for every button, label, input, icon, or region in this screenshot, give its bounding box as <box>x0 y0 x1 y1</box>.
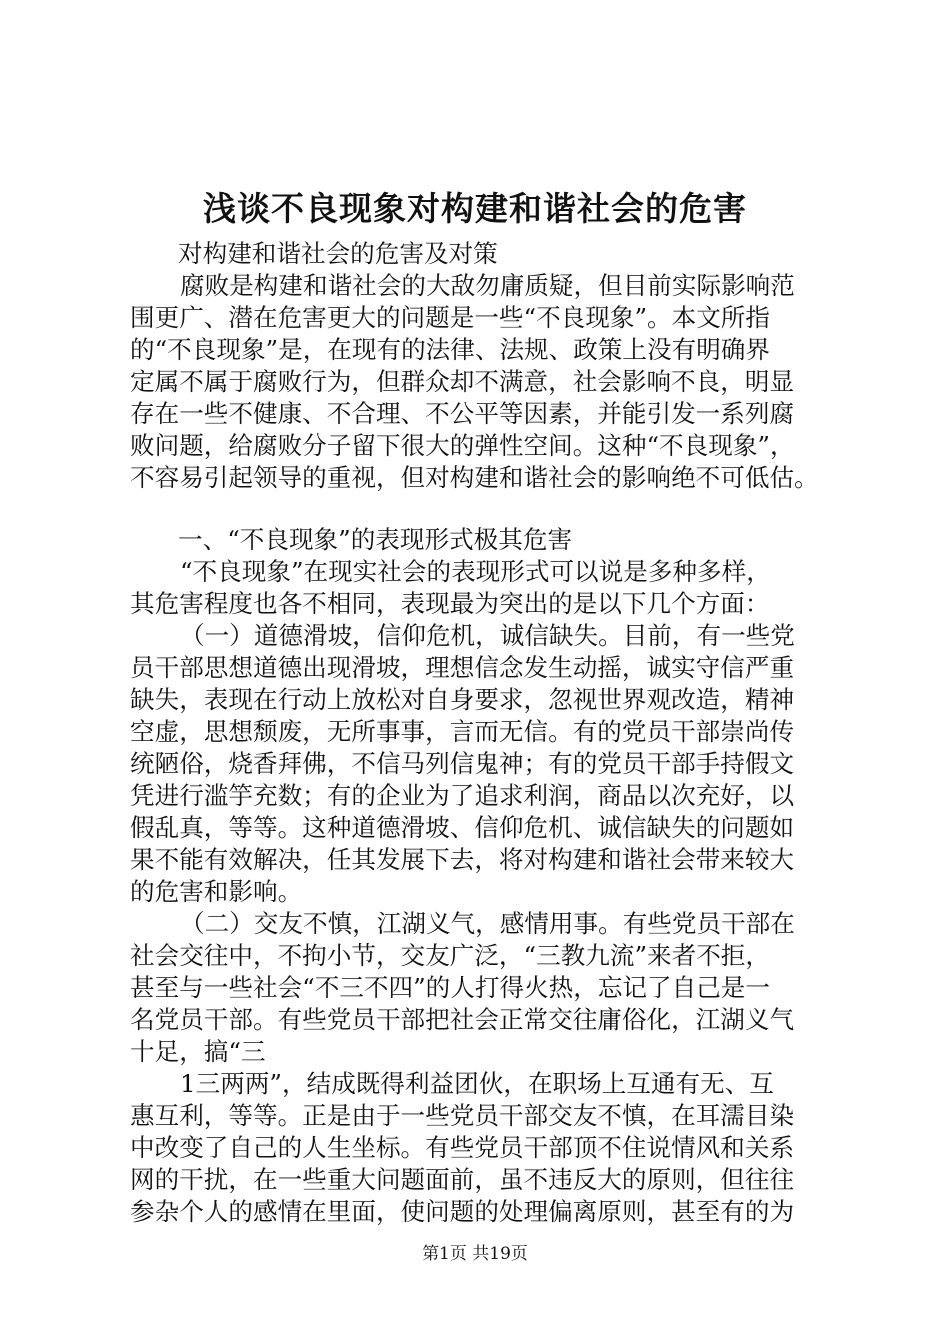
paragraph-line: 其危害程度也各不相同，表现最为突出的是以下几个方面： <box>130 589 770 618</box>
paragraph-line: （二）交友不慎，江湖义气，感情用事。有些党员干部在 <box>180 909 795 938</box>
paragraph-line: 惠互利，等等。正是由于一些党员干部交友不慎，在耳濡目染 <box>130 1101 795 1130</box>
paragraph-line: 果不能有效解决，任其发展下去，将对构建和谐社会带来较大 <box>130 845 795 874</box>
section-heading: 一、“不良现象”的表现形式极其危害 <box>178 525 573 554</box>
paragraph-line: 统陋俗，烧香拜佛，不信马列信鬼神；有的党员干部手持假文 <box>130 749 795 778</box>
paragraph-line: 参杂个人的感情在里面，使问题的处理偏离原则，甚至有的为 <box>130 1197 795 1226</box>
paragraph-line: 假乱真，等等。这种道德滑坡、信仰危机、诚信缺失的问题如 <box>130 813 795 842</box>
paragraph-line: “不良现象”在现实社会的表现形式可以说是多种多样， <box>180 557 771 586</box>
document-body <box>130 238 850 1228</box>
paragraph-line: 空虚，思想颓废，无所事事，言而无信。有的党员干部崇尚传 <box>130 717 795 746</box>
paragraph-line: （一）道德滑坡，信仰危机，诚信缺失。目前，有一些党 <box>180 621 795 650</box>
paragraph-line: 缺失，表现在行动上放松对自身要求，忽视世界观改造，精神 <box>130 685 795 714</box>
paragraph-line: 社会交往中，不拘小节，交友广泛，“三教九流”来者不拒， <box>130 941 770 970</box>
paragraph-line: 不容易引起领导的重视，但对构建和谐社会的影响绝不可低估。 <box>130 463 819 492</box>
paragraph-gap <box>130 494 850 524</box>
paragraph-line: 甚至与一些社会“不三不四”的人打得火热，忘记了自己是一 <box>130 973 770 1002</box>
paragraph-line: 员干部思想道德出现滑坡，理想信念发生动摇，诚实守信严重 <box>130 653 795 682</box>
paragraph-line: 败问题，给腐败分子留下很大的弹性空间。这种“不良现象”， <box>130 431 795 460</box>
page-number: 第1页 共19页 <box>422 1244 528 1264</box>
paragraph-line: 围更广、潜在危害更大的问题是一些“不良现象”。本文所指 <box>130 303 770 332</box>
paragraph-line: 凭进行滥竽充数；有的企业为了追求利润，商品以次充好，以 <box>130 781 795 810</box>
document-title: 浅谈不良现象对构建和谐社会的危害 <box>203 189 747 228</box>
paragraph-line: 1三两两”，结成既得利益团伙，在职场上互通有无、互 <box>180 1069 774 1098</box>
paragraph-line: 十足，搞“三 <box>130 1037 266 1066</box>
paragraph-line: 定属不属于腐败行为，但群众却不满意，社会影响不良，明显 <box>130 367 795 396</box>
paragraph-line: 网的干扰，在一些重大问题面前，虽不违反大的原则，但往往 <box>130 1165 795 1194</box>
paragraph-line: 存在一些不健康、不合理、不公平等因素，并能引发一系列腐 <box>130 399 795 428</box>
paragraph-line: 的危害和影响。 <box>130 877 303 906</box>
paragraph-line: 腐败是构建和谐社会的大敌勿庸质疑，但目前实际影响范 <box>180 271 795 300</box>
subtitle-line: 对构建和谐社会的危害及对策 <box>178 239 498 268</box>
paragraph-line: 的“不良现象”是，在现有的法律、法规、政策上没有明确界 <box>130 335 770 364</box>
paragraph-line: 中改变了自己的人生坐标。有些党员干部顶不住说情风和关系 <box>130 1133 795 1162</box>
paragraph-line: 名党员干部。有些党员干部把社会正常交往庸俗化，江湖义气 <box>130 1005 795 1034</box>
